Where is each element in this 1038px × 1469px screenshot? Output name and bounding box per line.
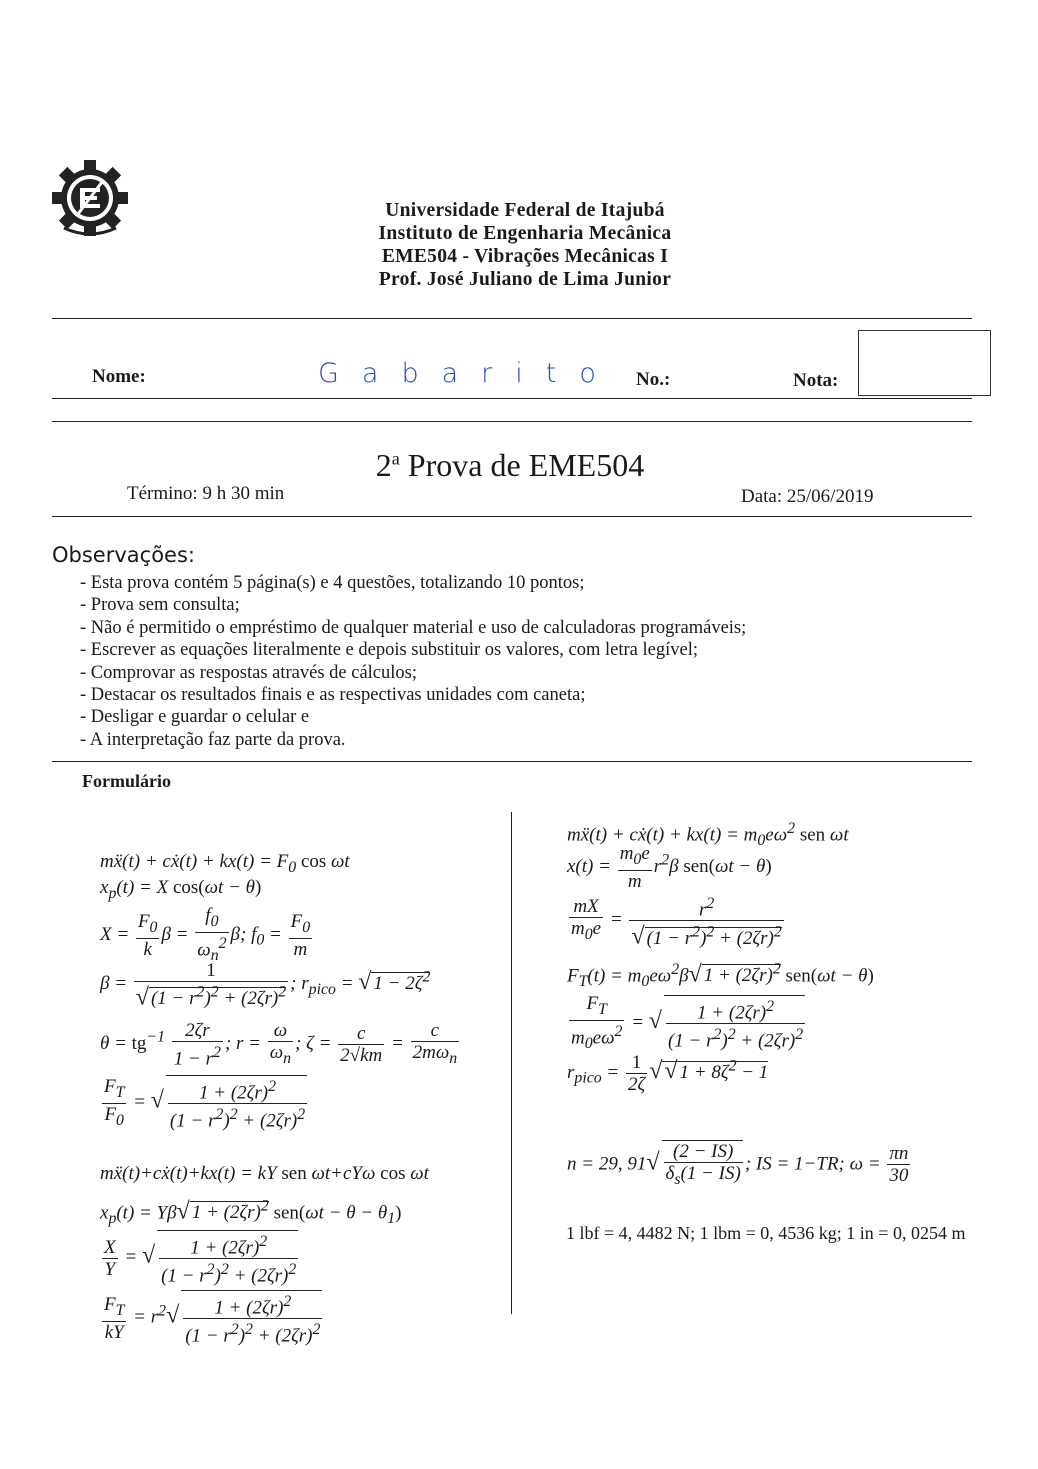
formulary-heading: Formulário (82, 771, 171, 791)
equation-transmitted-ratio: $\frac{F_T}{m_0e\omega^2}$ = √ $\frac{1 + (2\zeta r)^2}{(1 - r^2)^2 + (2\zeta r)^2}$ (571, 993, 804, 1052)
exam-title (300, 447, 720, 484)
divider (52, 761, 972, 762)
exam-title-text: Prova de EME504 (399, 447, 645, 483)
course-name: EME504 - Vibrações Mecânicas I (381, 246, 669, 267)
equation-unbalance-ratio: $\frac{mX}{m_0e}$ = $\frac{r^2}{√ (1 - r^2)^2 + (2\zeta r)^2}$ (571, 895, 782, 950)
equation-force-ratio: $\frac{F_T}{kY}$ = $r^2√$ $\frac{1 + (2\zeta r)^2}{(1 - r^2)^2 + (2\zeta r)^2}$ (100, 1290, 324, 1347)
equation-phase: $\theta = tg^{-1}$ $\frac{2\zeta r}{1 - r^2}$ ; r = $\frac{\omega}{\omega_n}$ ; ζ = $\frac{c}{2√km}$ = $\frac{c}{2m\omega_n}$ (100, 1020, 458, 1070)
observations-heading: Observações: (52, 543, 195, 567)
grade-label: Nota: (793, 370, 839, 391)
number-label: No.: (636, 369, 671, 390)
equation-forced-motion: mẍ(t) + cẋ(t) + $kx(t) = F_0$ cos ωt (100, 851, 350, 876)
end-time: Término: 9 h 30 min (127, 483, 285, 504)
divider (52, 398, 972, 399)
list-item: - A interpretação faz parte da prova. (80, 729, 346, 750)
exam-title-number: 2 (375, 447, 392, 483)
equation-beta: β = $\frac{1}{√ (1 - r^2)^2 + (2\zeta r)^2}$ ; $r_{pico}$ = √ $1 - 2\zeta^2$ (100, 960, 431, 1011)
list-item: - Prova sem consulta; (80, 595, 240, 616)
list-item: - Não é permitido o empréstimo de qualquer material e uso de calculadoras programáveis; (80, 617, 747, 638)
divider (52, 318, 972, 319)
exam-date: Data: 25/06/2019 (741, 486, 874, 507)
equation-amplitude: X = $\frac{F_0}{k}$ β = $\frac{f_0}{\omega_n^2}$ β; $f_0$ = $\frac{F_0}{m}$ (100, 905, 311, 964)
equation-particular-solution: $x_p(t) = X$ cos(ωt − θ) (100, 877, 262, 902)
institution-header (300, 199, 750, 291)
divider (52, 516, 972, 517)
equation-base-excitation: mẍ(t)+cẋ(t)+kx(t) = kY sen ωt+cYω cos ωt (100, 1163, 429, 1184)
list-item: - Comprovar as respostas através de cálculos; (80, 662, 418, 683)
column-divider (511, 812, 512, 1314)
professor-name: Prof. José Juliano de Lima Junior (378, 269, 672, 290)
list-item: - Destacar os resultados finais e as respectivas unidades com caneta; (80, 685, 586, 706)
list-item: - Desligar e guardar o celular e (80, 707, 310, 728)
list-item: - Escrever as equações literalmente e depois substituir os valores, com letra legível; (80, 640, 698, 661)
name-field[interactable]: Gabarito (318, 358, 619, 389)
unit-conversions: 1 lbf = 4, 4482 N; 1 lbm = 0, 4536 kg; 1 in = 0, 0254 m (566, 1223, 966, 1243)
grade-box[interactable] (858, 330, 991, 396)
equation-displacement-ratio: $\frac{X}{Y}$ = √ $\frac{1 + (2\zeta r)^2}{(1 - r^2)^2 + (2\zeta r)^2}$ (100, 1230, 300, 1287)
exam-title-ordinal: a (391, 448, 400, 469)
equation-transmitted-force: $F_T(t) = m_0e\omega^2\beta√$ $1 + (2\zeta r)^2$ sen(ωt − θ) (567, 961, 874, 991)
equation-base-solution: $x_p(t) = Y\beta√$ $1 + (2\zeta r)^2$ $sen(\omega t - \theta - \theta_1)$ (100, 1198, 402, 1228)
equation-transmissibility: $\frac{F_T}{F_0}$ = √ $\frac{1 + (2\zeta r)^2}{(1 - r^2)^2 + (2\zeta r)^2}$ (104, 1076, 306, 1132)
equation-unbalance-response: x(t) = $\frac{m_0e}{m}$ $r^2\beta$ sen(ωt − θ) (567, 843, 772, 892)
institute-name: Instituto de Engenharia Mecânica (378, 223, 672, 244)
equation-isolation-speed: n = 29, 91√ $\frac{(2 - IS)}{\delta_s(1 - IS)}$ ; IS = 1−TR; ω = $\frac{\pi n}{30}$ (567, 1141, 909, 1188)
name-label: Nome: (92, 366, 146, 387)
divider (52, 421, 972, 422)
university-logo (50, 158, 130, 238)
university-name: Universidade Federal de Itajubá (385, 200, 665, 221)
observations-list (80, 572, 746, 751)
list-item: - Esta prova contém 5 página(s) e 4 questões, totalizando 10 pontos; (80, 573, 585, 593)
equation-peak-ratio: $r_{pico}$ = $\frac{1}{2\zeta}$ √√ $1 + 8\zeta^2 - 1$ (567, 1052, 769, 1095)
equation-unbalance: mẍ(t) + cẋ(t) + $kx(t) = m_0e\omega^2$ sen ωt (567, 820, 849, 850)
